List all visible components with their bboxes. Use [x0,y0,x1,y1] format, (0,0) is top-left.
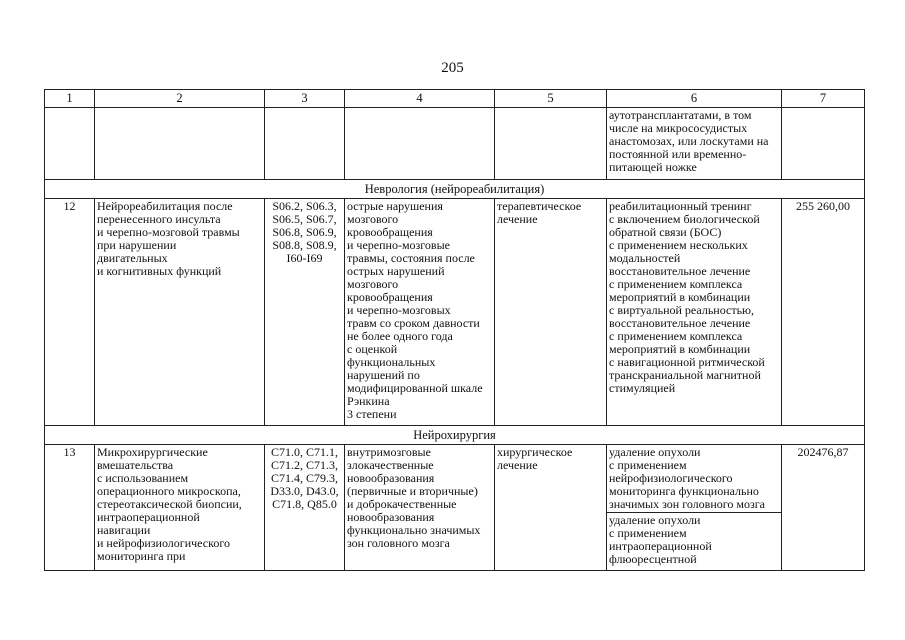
text-line: модифицированной шкале [347,381,483,395]
text-line: удаление опухоли [609,445,701,459]
text-line: навигации [97,523,151,537]
text-line: стереотаксической биопсии, [97,497,242,511]
text-line: кровообращения [347,225,433,239]
text-line: значимых зон головного мозга [609,497,765,511]
service-name-cell [95,445,265,571]
service-name-cell [95,199,265,426]
treatment-method-cell: аутотрансплантатами, в том числе на микрососудистых анастомозах, или лоскутами на постоянной или временно-питающей ножке [607,108,782,180]
text-line: злокачественные [347,458,434,472]
treatment-method [607,445,781,512]
table-row [45,199,865,426]
text-line: перенесенного инсульта [97,212,221,226]
services-table [44,89,865,571]
text-line: флюоресцентной [609,552,697,566]
column-number: 4 [345,90,495,108]
text-line: терапевтическое [497,199,582,213]
text-line: с применением комплекса [609,329,743,343]
text-line: интраоперационной [97,510,200,524]
text-line: C71.0, C71.1, [270,445,338,459]
text-line: с включением биологической [609,212,760,226]
treatment-type-cell [495,445,607,571]
text-line: D33.0, D43.0, [270,484,339,498]
text-line: острых нарушений [347,264,445,278]
text-line: с использованием [97,471,189,485]
text-line: операционного микроскопа, [97,484,241,498]
section-title: Нейрохирургия [45,426,865,445]
section-header-row [45,180,865,199]
text-line: восстановительное лечение [609,316,751,330]
text-line: мероприятий в комбинации [609,342,751,356]
text-line: внутримозговые [347,445,431,459]
patient-model-cell [345,445,495,571]
text-line: нейрофизиологического [609,471,733,485]
text-line: и нейрофизиологического [97,536,230,550]
text-line: 3 степени [347,407,397,421]
text-line: с применением комплекса [609,277,743,291]
text-line: и доброкачественные [347,497,457,511]
treatment-method-cell [607,445,782,571]
treatment-method-cell [607,199,782,426]
continuation-row [45,108,865,180]
text-line: при нарушении [97,238,177,252]
text-line: S06.2, S06.3, [272,199,337,213]
icd-codes-cell [265,199,345,426]
text-line: I60-I69 [286,251,323,265]
text-line: и черепно-мозговой травмы [97,225,240,239]
text-line: (первичные и вторичные) [347,484,478,498]
text-line: вмешательства [97,458,174,472]
text-line: обратной связи (БОС) [609,225,722,239]
text-line: и черепно-мозговых [347,303,451,317]
column-number: 2 [95,90,265,108]
page-number: 205 [441,60,464,76]
cost-cell: 255 260,00 [782,199,865,426]
section-title: Неврология (нейрореабилитация) [45,180,865,199]
text-line: новообразования [347,510,435,524]
column-number: 6 [607,90,782,108]
text-line: двигательных [97,251,168,265]
text-line: мозгового [347,277,399,291]
text-line: и черепно-мозговые [347,238,450,252]
text-line: с применением [609,458,687,472]
text-line: C71.2, C71.3, [270,458,338,472]
text-line: стимуляцией [609,381,676,395]
text-line: острые нарушения [347,199,443,213]
text-line: S06.5, S06.7, [272,212,337,226]
text-line: зон головного мозга [347,536,450,550]
text-line: не более одного года [347,329,453,343]
text-line: с оценкой [347,342,398,356]
text-line: модальностей [609,251,681,265]
section-header-row [45,426,865,445]
row-number: 13 [45,445,95,571]
text-line: нарушений по [347,368,420,382]
treatment-method [607,512,781,567]
text-line: с применением [609,526,687,540]
text-line: транскраниальной магнитной [609,368,761,382]
text-line: Рэнкина [347,394,390,408]
text-line: мониторинга функционально [609,484,759,498]
text-line: с навигационной ритмической [609,355,765,369]
text-line: реабилитационный тренинг [609,199,752,213]
row-number: 12 [45,199,95,426]
text-line: S06.8, S06.9, [272,225,337,239]
text-line: функционально значимых [347,523,481,537]
text-line: Микрохирургические [97,445,208,459]
text-line: лечение [497,458,538,472]
table-row [45,445,865,571]
patient-model-cell [345,199,495,426]
text-line: интраоперационной [609,539,712,553]
text-line: лечение [497,212,538,226]
column-number: 7 [782,90,865,108]
text-line: и когнитивных функций [97,264,222,278]
text-line: новообразования [347,471,435,485]
text-line: травмы, состояния после [347,251,475,265]
text-line: C71.8, Q85.0 [272,497,337,511]
text-line: удаление опухоли [609,513,701,527]
text-line: Нейрореабилитация после [97,199,233,213]
text-line: C71.4, C79.3, [270,471,338,485]
column-number: 5 [495,90,607,108]
column-number: 1 [45,90,95,108]
treatment-type-cell [495,199,607,426]
text-line: с применением нескольких [609,238,748,252]
text-line: восстановительное лечение [609,264,751,278]
cost-cell: 202476,87 [782,445,865,571]
text-line: функциональных [347,355,436,369]
text-line: хирургическое [497,445,573,459]
text-line: S08.8, S08.9, [272,238,337,252]
text-line: мониторинга при [97,549,186,563]
text-line: травм со сроком давности [347,316,480,330]
column-number: 3 [265,90,345,108]
text-line: мозгового [347,212,399,226]
text-line: кровообращения [347,290,433,304]
text-line: с виртуальной реальностью, [609,303,755,317]
text-line: мероприятий в комбинации [609,290,751,304]
icd-codes-cell [265,445,345,571]
column-number-row [45,90,865,108]
